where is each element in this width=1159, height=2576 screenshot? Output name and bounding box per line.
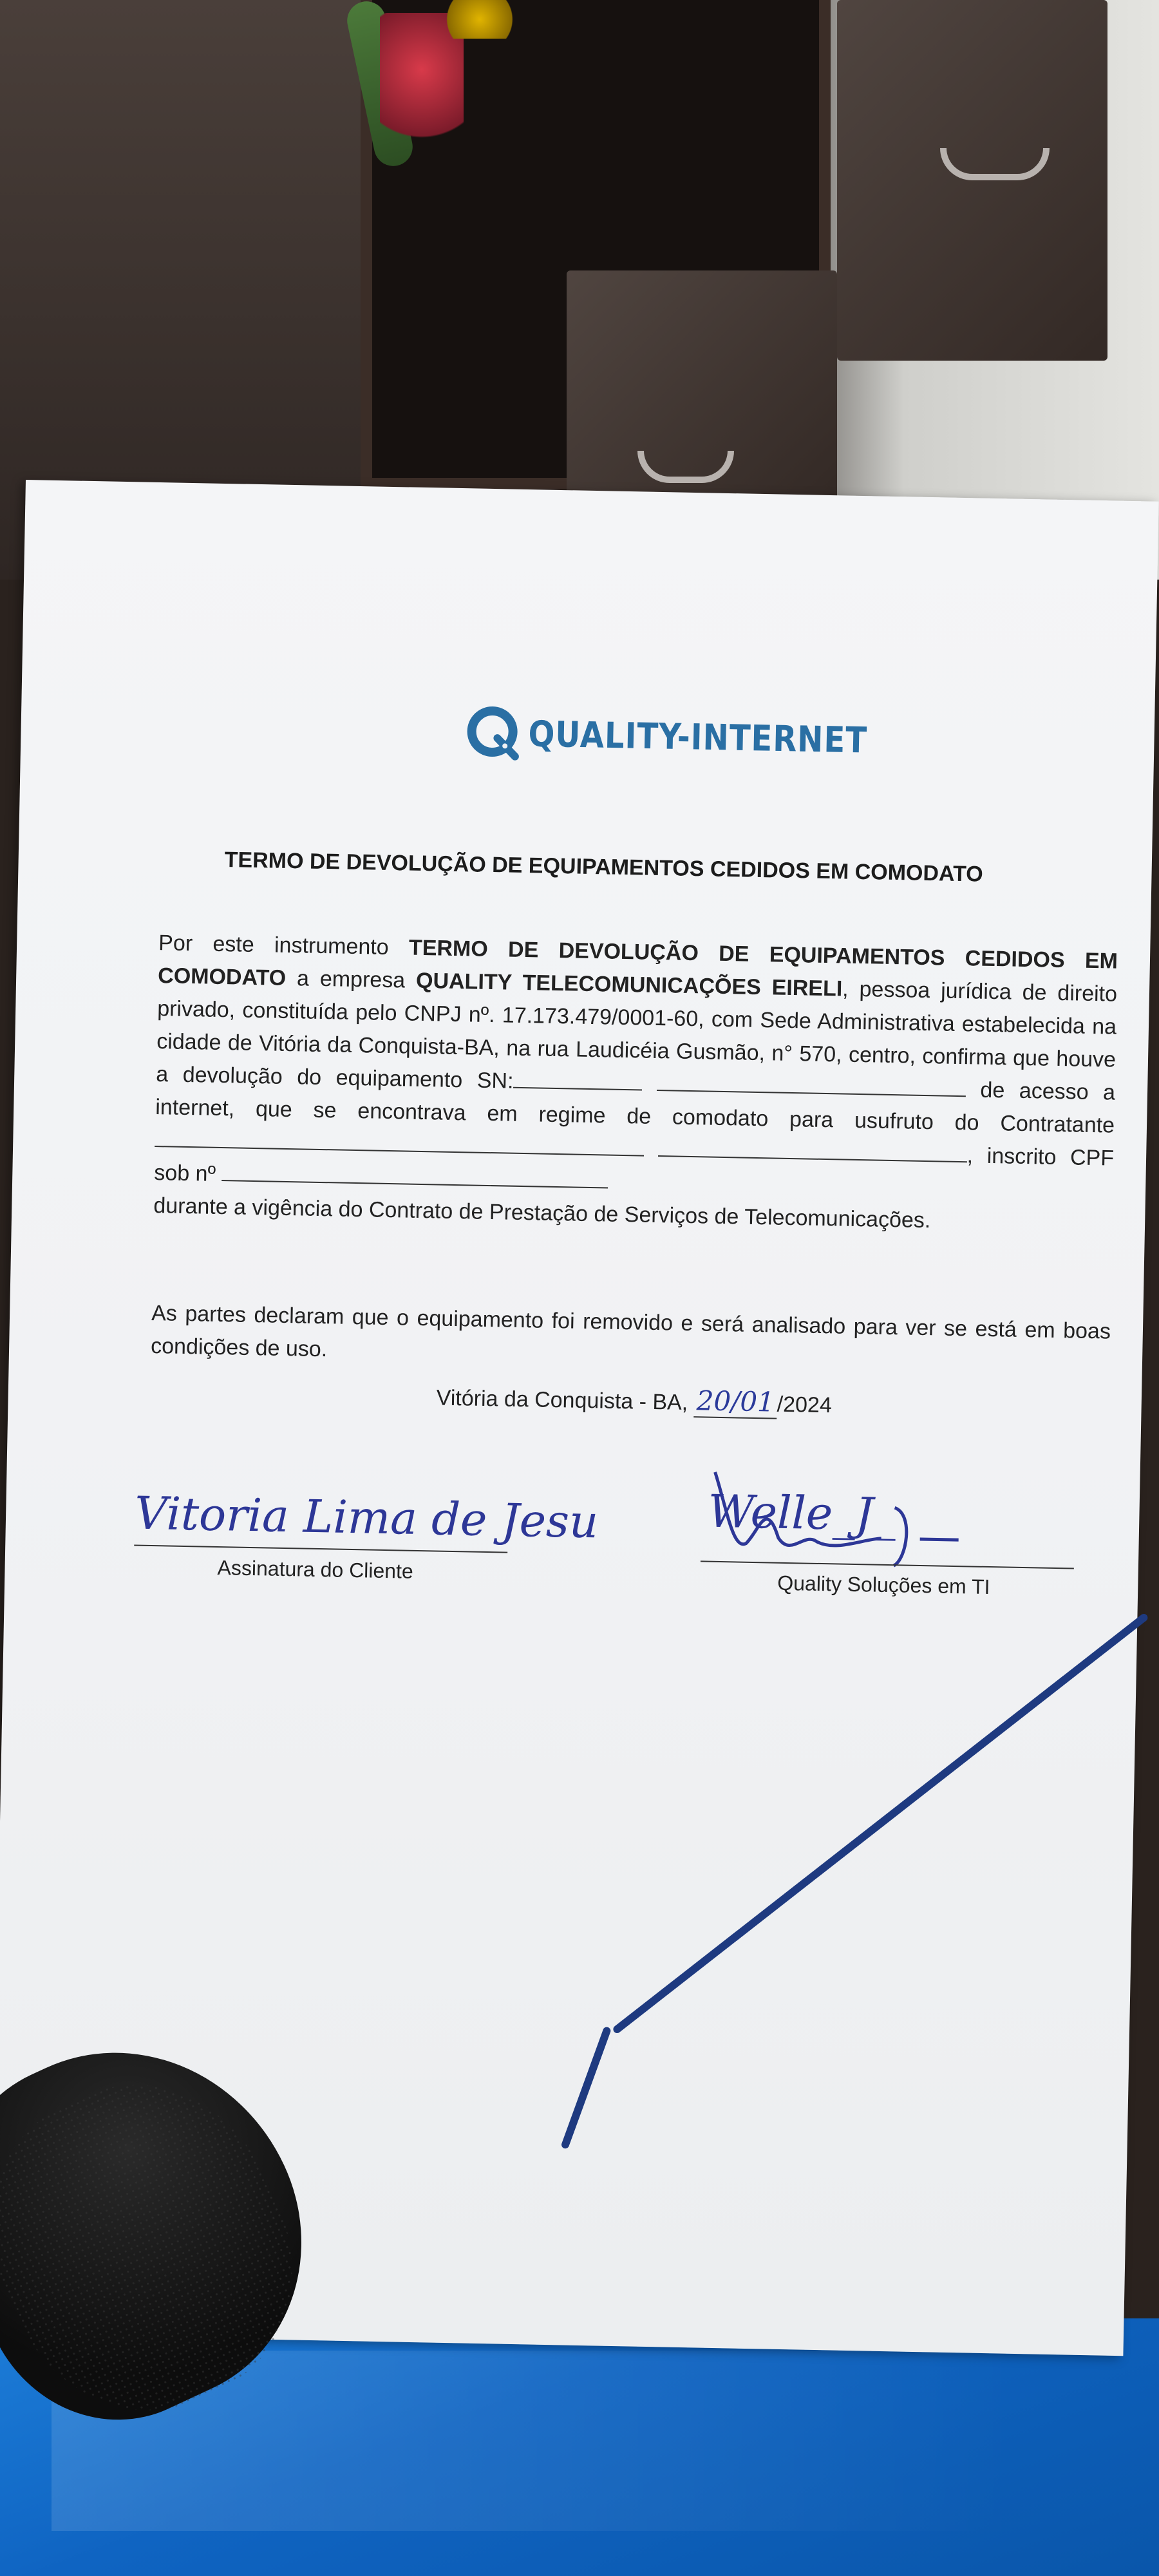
- place-text: Vitória da Conquista - BA,: [436, 1385, 688, 1416]
- client-signature-line: [134, 1545, 507, 1553]
- company-signature-label: Quality Soluções em TI: [777, 1571, 990, 1599]
- client-signature: Vitoria Lima de Jesu: [134, 1486, 599, 1549]
- p1-access: de acesso a internet, que se encontrava em regime de comodato para usufruto do Contratante: [155, 1077, 1116, 1138]
- date-handwritten: 20/01: [693, 1385, 777, 1419]
- serial-number-field-cont[interactable]: [657, 1070, 966, 1097]
- logo-text: QUALITY-INTERNET: [527, 713, 868, 762]
- declaration-paragraph: As partes declaram que o equipamento foi removido e será analisado para ver se está em boas condições de uso.: [150, 1300, 1111, 1362]
- p1-company-name: QUALITY TELECOMUNICAÇÕES EIRELI: [415, 968, 843, 1001]
- cpf-field[interactable]: [221, 1160, 608, 1189]
- p1-intro: Por este instrumento: [158, 931, 410, 960]
- place-date: [436, 1380, 832, 1419]
- drawer-handle-upper: [940, 148, 1050, 180]
- yellow-flower: [438, 0, 522, 39]
- company-signature: Welle_J_: [707, 1484, 897, 1542]
- p1-closing: durante a vigência do Contrato de Prestação de Serviços de Telecomunicações.: [153, 1193, 931, 1233]
- p1-term-title: TERMO DE DEVOLUÇÃO DE EQUIPAMENTOS CEDIDOS EM COMODATO: [157, 935, 1118, 990]
- main-paragraph: [153, 927, 1118, 1241]
- date-year: /2024: [777, 1392, 833, 1418]
- p1-cpf: , inscrito CPF sob nº: [154, 1143, 1115, 1186]
- drawer-upper: [837, 0, 1107, 361]
- serial-number-field[interactable]: [513, 1068, 643, 1091]
- company-signature-scribble-icon: [701, 1459, 973, 1573]
- contratante-field-cont[interactable]: [658, 1136, 968, 1162]
- document-title: TERMO DE DEVOLUÇÃO DE EQUIPAMENTOS CEDIDOS EM COMODATO: [224, 848, 984, 887]
- company-logo: [465, 704, 868, 770]
- contratante-field[interactable]: [155, 1126, 644, 1157]
- p1-company-intro: a empresa: [285, 965, 417, 993]
- client-signature-label: Assinatura do Cliente: [217, 1556, 414, 1583]
- p1-body: , pessoa jurídica de direito privado, constituída pelo CNPJ nº. 17.173.479/0001-60, com Sede Administrativa estabelecida na cidade de Vitória da Conquista-BA, na rua Laudicéia Gusmão, n° 570, centro, confirma que houve a devolução do equipamento SN:: [155, 976, 1118, 1094]
- q-logo-icon: [465, 704, 524, 763]
